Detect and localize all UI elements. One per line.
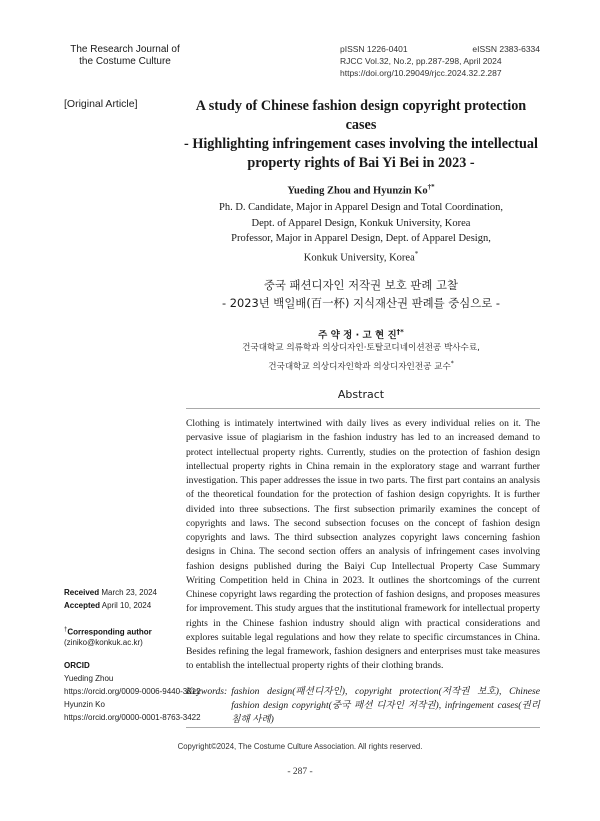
corresponding-email[interactable]: (ziniko@konkuk.ac.kr) (64, 638, 143, 647)
title-line: - Highlighting infringement cases involving the intellectual (184, 136, 538, 152)
received-date: March 23, 2024 (101, 588, 157, 597)
affiliation-line: Dept. of Apparel Design, Konkuk University, Korea (251, 217, 471, 229)
abstract-heading: Abstract (337, 388, 385, 401)
keywords-divider (186, 727, 540, 728)
korean-affiliations (180, 341, 542, 375)
orcid-label (64, 660, 90, 672)
issn-block (340, 43, 540, 79)
accepted-line (64, 600, 151, 612)
received-label: Received (64, 588, 100, 597)
orcid-link[interactable]: https://orcid.org/0000-0001-8763-3422 (64, 713, 201, 722)
corresponding-mark: † (64, 627, 68, 633)
korean-authors-text: 주 약 정 · 고 현 진 (318, 330, 397, 341)
affiliation-line: Ph. D. Candidate, Major in Apparel Design and Total Coordination, (219, 202, 503, 213)
author-names (180, 183, 542, 197)
orcid-name: Hyunzin Ko (64, 700, 105, 709)
korean-title (180, 276, 542, 312)
orcid-link[interactable]: https://orcid.org/0009-0006-9440-3012 (64, 687, 201, 696)
title-line: A study of Chinese fashion design copyright protection (195, 98, 527, 114)
accepted-date: April 10, 2024 (101, 601, 152, 610)
journal-name-line2: the Costume Culture (79, 56, 171, 67)
keywords-label: Keywords: (186, 686, 228, 697)
affiliation-line (180, 247, 542, 266)
doi-link[interactable]: https://doi.org/10.29049/rjcc.2024.32.2.287 (340, 68, 502, 78)
journal-name-line1: The Research Journal of (70, 44, 180, 55)
keywords-text: fashion design(패션디자인), copyright protection(저작권 보호), Chinese fashion design copyright(중국 패션 디자인 저작권), infringement cases(권리침해 사례) (231, 686, 540, 725)
orcid-name: Yueding Zhou (64, 674, 114, 683)
eissn: eISSN 2383-6334 (472, 44, 540, 54)
korean-affiliation-text: 건국대학교 의상디자인학과 의상디자인전공 교수 (268, 361, 451, 372)
korean-authors (180, 327, 542, 341)
korean-affiliation-line (180, 356, 542, 375)
affiliation-line: Professor, Major in Apparel Design, Dept. of Apparel Design, (231, 233, 491, 244)
korean-author-mark: †* (396, 327, 404, 336)
pissn: pISSN 1226-0401 (340, 44, 408, 54)
abstract-body: Clothing is intimately intertwined with daily lives as every individual relies on it. The pervasive issue of plagiarism in the fashion industry has led to an increased demand to protect intellectual property rights. Currently, studies on the protection of fashion design intellectual property rights in China remain in the exploratory stage and warrant further investigation. This paper addresses the issue in two parts. The first part contains an analysis of the theoretical foundation for the protection of fashion design copyrights. It is further divided into three subsections. The first subsection primarily examines the concept of copyrights and laws. The second subsection focuses on the concept of fashion design copyrights and laws. The third subsection analyzes copyright laws concerning fashion designs in China. The second section offers an analysis of infringement cases involving fashion designs published during the Baiyi Cup Intellectual Property Case Summary Writing Competition held in China in 2023. It outlines the shortcomings of the current Chinese copyright laws regarding the protection of fashion designs, and proposes measures for improvement. This study argues that the institutional framework for intellectual property rights in the Chinese fashion industry should align with practical considerations and explores suitable legal regulations and how they relate to specific circumstances in China. Besides refining the legal framework, fashion designers and enterprises must take measures to entablish the intellectual property rights of their clothing brands. (186, 418, 540, 672)
korean-title-line: - 2023년 백일배(百一杯) 지식재산권 판례를 중심으로 - (221, 296, 501, 310)
author-names-text: Yueding Zhou and Hyunzin Ko (287, 185, 428, 197)
corresponding-label: Corresponding author (67, 627, 152, 637)
author-mark: †* (427, 183, 435, 191)
copyright-notice: Copyright©2024, The Costume Culture Association. All rights reserved. (177, 742, 423, 751)
page-number: - 287 - (287, 767, 313, 777)
title-line: cases (345, 117, 377, 133)
journal-name (60, 44, 190, 68)
korean-affiliation-mark: * (450, 360, 454, 367)
accepted-label: Accepted (64, 601, 101, 610)
volume-info: RJCC Vol.32, No.2, pp.287-298, April 2024 (340, 56, 502, 66)
title-line: property rights of Bai Yi Bei in 2023 - (247, 155, 475, 171)
affiliation-mark: * (414, 249, 419, 258)
keywords (186, 685, 540, 727)
korean-affiliation-line: 건국대학교 의류학과 의상디자인·토탈코디네이션전공 박사수료, (242, 343, 480, 353)
author-affiliations (180, 200, 542, 266)
korean-title-line: 중국 패션디자인 저작권 보호 판례 고찰 (263, 278, 459, 292)
article-type: [Original Article] (64, 98, 138, 110)
orcid-label-text: ORCID (64, 661, 90, 670)
received-line (64, 587, 157, 599)
abstract-divider (186, 408, 540, 409)
paper-title (180, 97, 542, 173)
affiliation-text: Konkuk University, Korea (303, 252, 415, 263)
